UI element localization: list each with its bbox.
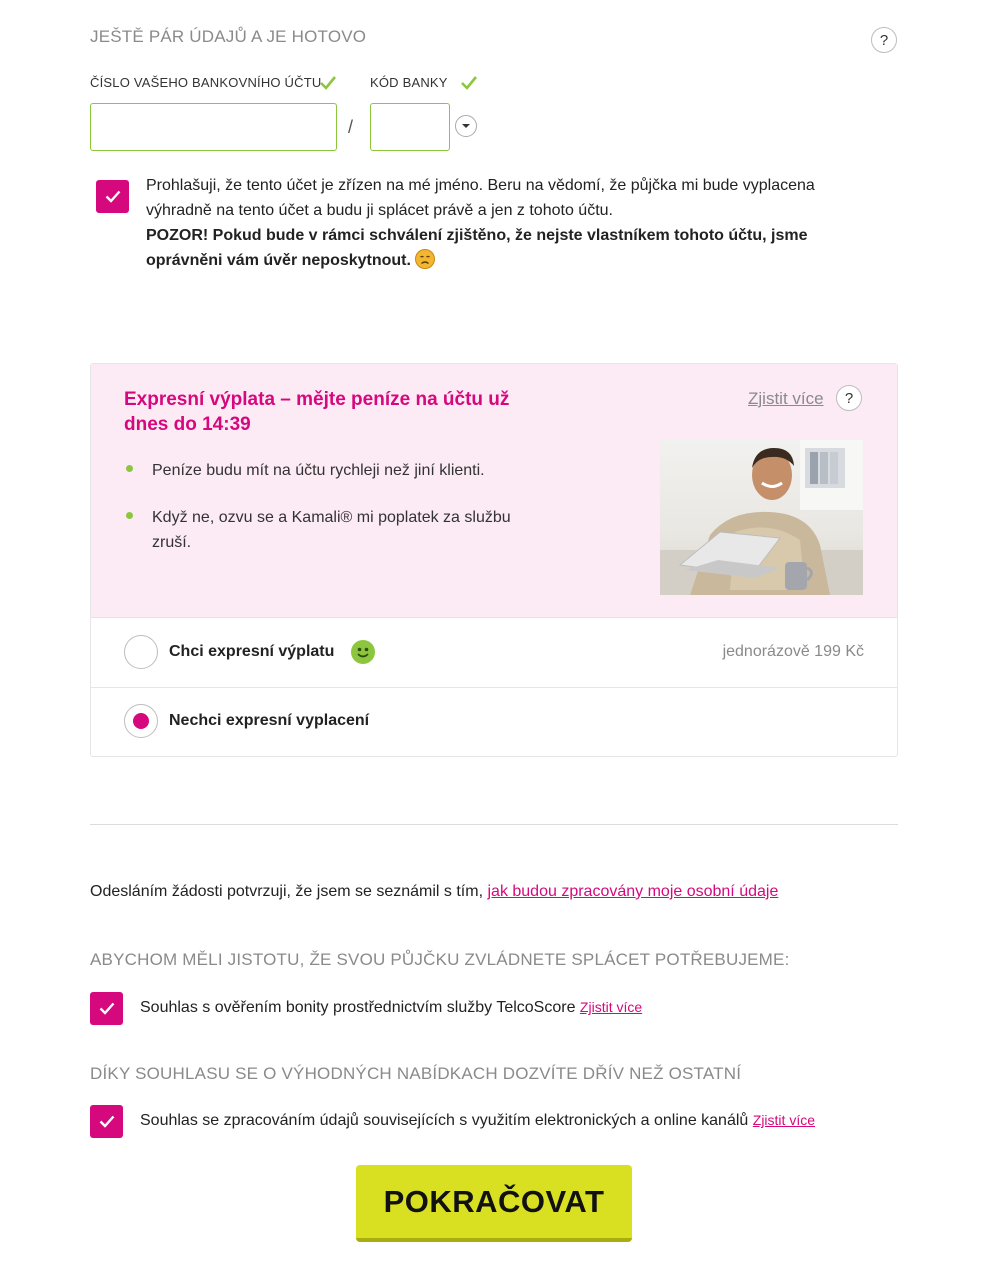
declaration-text: Prohlašuji, že tento účet je zřízen na mé jméno. Beru na vědomí, že půjčka mi bude vyplacena výhradně na tento účet a budu ji splácet právě a jen z tohoto účtu. <box>146 177 815 219</box>
account-number-input[interactable] <box>90 103 337 151</box>
continue-button[interactable]: POKRAČOVAT <box>356 1165 632 1242</box>
express-title-line2: dnes do 14:39 <box>124 414 251 435</box>
express-title-line1: Expresní výplata – mějte peníze na účtu už <box>124 389 510 410</box>
radio-selected-dot <box>133 713 149 729</box>
declaration-warning: POZOR! Pokud bude v rámci schválení zjištěno, že nejste vlastníkem tohoto účtu, jsme oprávněni vám úvěr neposkytnout. <box>146 227 808 269</box>
bullet-icon <box>126 512 133 519</box>
privacy-policy-link[interactable]: jak budou zpracovány moje osobní údaje <box>487 883 779 900</box>
express-help-icon[interactable]: ? <box>836 385 862 411</box>
account-label-group <box>90 75 336 90</box>
section-divider <box>90 824 898 825</box>
bank-code-label-group <box>370 75 477 90</box>
telcoscore-consent-text: Souhlas s ověřením bonity prostřednictvím služby TelcoScore <box>140 999 576 1016</box>
separator-slash: / <box>348 117 354 137</box>
account-number-label: ČÍSLO VAŠEHO BANKOVNÍHO ÚČTU <box>90 75 322 90</box>
express-no-label[interactable]: Nechci expresní vyplacení <box>169 712 370 729</box>
valid-check-icon <box>461 76 477 90</box>
express-header <box>91 364 897 618</box>
section-title: JEŠTĚ PÁR ÚDAJŮ A JE HOTOVO <box>90 27 367 46</box>
privacy-notice <box>90 883 778 901</box>
telcoscore-consent-checkbox[interactable] <box>90 992 123 1025</box>
affordability-section-title: ABYCHOM MĚLI JISTOTU, ŽE SVOU PŮJČKU ZVLÁDNETE SPLÁCET POTŘEBUJEME: <box>90 950 790 969</box>
sad-face-icon <box>415 249 435 269</box>
declaration-checkbox[interactable] <box>96 180 129 213</box>
marketing-consent-checkbox[interactable] <box>90 1105 123 1138</box>
bank-code-dropdown-button[interactable] <box>455 115 477 137</box>
express-price: jednorázově 199 Kč <box>722 643 864 660</box>
express-title <box>124 387 564 437</box>
express-option-yes[interactable] <box>91 618 897 687</box>
bullet-icon <box>126 465 133 472</box>
check-icon <box>105 190 121 203</box>
express-photo <box>660 440 863 595</box>
man-with-laptop-image <box>660 440 863 595</box>
express-learn-more-link[interactable]: Zjistit více <box>748 389 824 408</box>
help-icon[interactable]: ? <box>871 27 897 53</box>
check-icon <box>99 1002 115 1015</box>
smile-icon <box>351 640 375 664</box>
telcoscore-learn-more-link[interactable]: Zjistit více <box>579 999 643 1015</box>
express-yes-label[interactable]: Chci expresní výplatu <box>169 643 335 660</box>
marketing-consent-text: Souhlas se zpracováním údajů souvisejících s využitím elektronických a online kanálů <box>140 1112 749 1129</box>
declaration-block <box>146 173 881 273</box>
express-payout-box <box>90 363 898 757</box>
express-option-no[interactable] <box>91 687 897 756</box>
valid-check-icon <box>320 76 336 90</box>
marketing-consent <box>140 1112 815 1130</box>
bank-code-input[interactable] <box>370 103 450 151</box>
express-yes-radio[interactable] <box>124 635 158 669</box>
marketing-learn-more-link[interactable]: Zjistit více <box>752 1112 815 1128</box>
check-icon <box>99 1115 115 1128</box>
chevron-down-icon <box>461 123 471 129</box>
marketing-section-title: DÍKY SOUHLASU SE O VÝHODNÝCH NABÍDKACH DOZVÍTE DŘÍV NEŽ OSTATNÍ <box>90 1064 742 1083</box>
express-benefit-1: Peníze budu mít na účtu rychleji než jiní klienti. <box>152 462 485 479</box>
express-no-radio[interactable] <box>124 704 158 738</box>
telcoscore-consent <box>140 999 642 1017</box>
privacy-notice-text: Odesláním žádosti potvrzuji, že jsem se seznámil s tím, <box>90 883 484 900</box>
bank-code-label: KÓD BANKY <box>370 75 448 90</box>
express-benefit-2: Když ne, ozvu se a Kamali® mi poplatek za službu zruší. <box>152 509 511 551</box>
